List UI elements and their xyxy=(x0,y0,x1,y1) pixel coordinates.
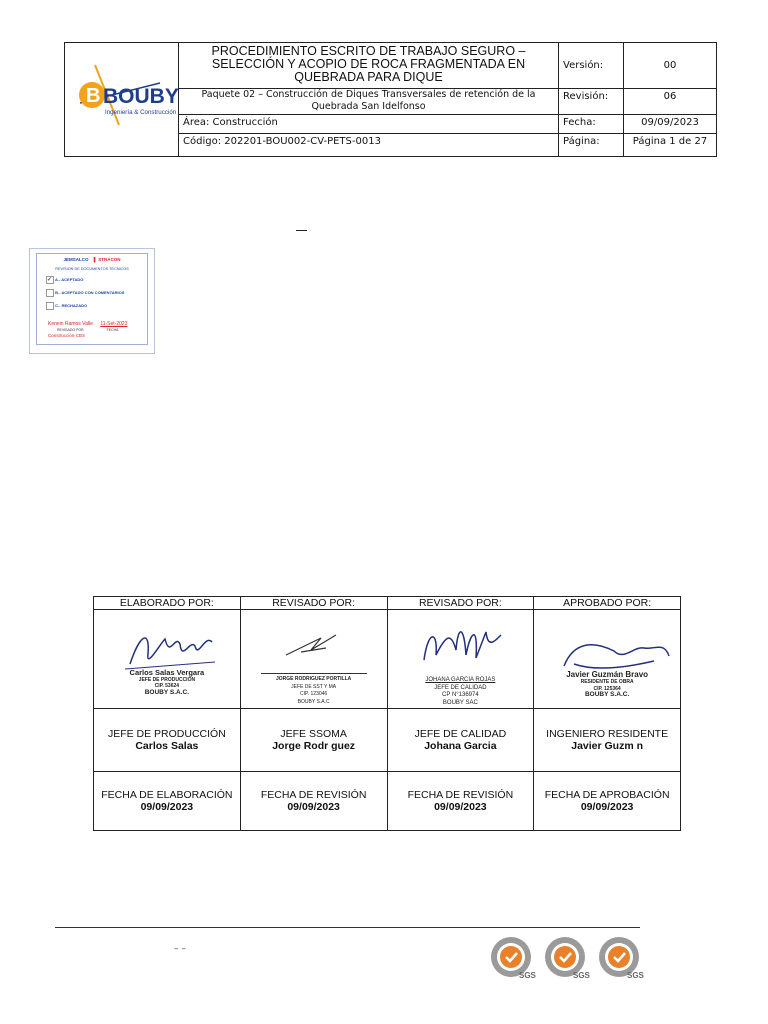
separator-dash xyxy=(296,230,307,231)
company-logo-cell xyxy=(65,43,179,157)
page-label: Página: xyxy=(559,134,624,157)
svg-text:B: B xyxy=(86,85,101,107)
role-cell-4: INGENIERO RESIDENTE Javier Guzm n xyxy=(534,709,681,772)
checkbox-empty-icon xyxy=(46,289,54,297)
signature-cell-2: JORGE RODRIGUEZ PORTILLA JEFE DE SST Y MA CIP. 123046 BOUBY S.A.C xyxy=(240,610,387,709)
document-code: Código: 202201-BOU002-CV-PETS-0013 xyxy=(179,134,559,157)
date-cell-4: FECHA DE APROBACIÓN 09/09/2023 xyxy=(534,772,681,831)
date-cell-2: FECHA DE REVISIÓN 09/09/2023 xyxy=(240,772,387,831)
stamp-date-label: FECHA xyxy=(106,328,119,332)
stamp-reviewed-by-label: REVISADO POR xyxy=(57,328,84,332)
stamp-date: 11-Set-2023 xyxy=(100,321,128,327)
header-aprobado: APROBADO POR: xyxy=(534,597,681,610)
signature-cell-3: JOHANA GARCIA ROJAS JEFE DE CALIDAD CP N°136974 BOUBY SAC xyxy=(387,610,534,709)
revision-value: 06 xyxy=(624,88,717,114)
stamp-option-a: ✓ A.- ACEPTADO xyxy=(47,277,84,283)
version-label: Versión: xyxy=(559,43,624,89)
stamp-company-right: STRACON xyxy=(98,257,121,262)
cert-badge-3: SGS xyxy=(627,971,644,980)
cert-badge-2: SGS xyxy=(573,971,590,980)
signature-cell-4: Javier Guzmán Bravo RESIDENTE DE OBRA CIP. 125364 BOUBY S.A.C. xyxy=(534,610,681,709)
logo-subtitle: Ingeniería & Construcción xyxy=(105,109,177,116)
date-cell-3: FECHA DE REVISIÓN 09/09/2023 xyxy=(387,772,534,831)
footer-divider xyxy=(55,927,640,928)
signature-scribble xyxy=(281,630,341,660)
stamp-title: REVISION DE DOCUMENTOS TÉCNICOS xyxy=(55,267,129,271)
stamp-department: Construcción-CBS xyxy=(48,333,86,338)
logo-text: BOUBY xyxy=(103,85,178,108)
bouby-logo xyxy=(65,43,178,153)
cert-badge-1: SGS xyxy=(519,971,536,980)
date-value: 09/09/2023 xyxy=(624,114,717,134)
revision-label: Revisión: xyxy=(559,88,624,114)
stamp-company-left: JEMSALCO xyxy=(63,257,89,262)
version-value: 00 xyxy=(624,43,717,89)
checkbox-empty-icon xyxy=(46,302,54,310)
role-cell-1: JEFE DE PRODUCCIÓN Carlos Salas xyxy=(94,709,241,772)
signature-cell-1: Carlos Salas Vergara JEFE DE PRODUCCIÓN CIP. 53624 BOUBY S.A.C. xyxy=(94,610,241,709)
stamp-option-c: C.- RECHAZADO xyxy=(46,302,87,310)
footer-dashes: – – xyxy=(174,944,186,954)
header-elaborado: ELABORADO POR: xyxy=(94,597,241,610)
area-field: Área: Construcción xyxy=(179,114,559,134)
header-revisado-2: REVISADO POR: xyxy=(387,597,534,610)
role-cell-2: JEFE SSOMA Jorge Rodr guez xyxy=(240,709,387,772)
package-description: Paquete 02 – Construcción de Diques Transversales de retención de la Quebrada San Idelfonso xyxy=(179,88,559,114)
page-value: Página 1 de 27 xyxy=(624,134,717,157)
approval-signature-table xyxy=(93,596,681,831)
review-stamp: JEMSALCO ▌ STRACON REVISION DE DOCUMENTOS TÉCNICOS ✓ A.- ACEPTADO B.- ACEPTADO CON COMENTARIOS C.- RECHAZADO Kenein Ramos Valle 11-Set-2023 REVISADO POR FECHA Construcción-CBS xyxy=(29,248,155,354)
header-revisado-1: REVISADO POR: xyxy=(240,597,387,610)
date-label: Fecha: xyxy=(559,114,624,134)
date-cell-1: FECHA DE ELABORACIÓN 09/09/2023 xyxy=(94,772,241,831)
checkbox-checked-icon: ✓ xyxy=(47,277,53,283)
certification-badges xyxy=(487,935,652,983)
document-header-table xyxy=(64,42,717,157)
role-cell-3: JEFE DE CALIDAD Johana Garcia xyxy=(387,709,534,772)
signature-scribble xyxy=(416,620,506,670)
document-title: PROCEDIMIENTO ESCRITO DE TRABAJO SEGURO – SELECCIÓN Y ACOPIO DE ROCA FRAGMENTADA EN QUEBRADA PARA DIQUE xyxy=(179,43,559,89)
stamp-reviewer: Kenein Ramos Valle xyxy=(48,321,93,327)
stamp-option-b: B.- ACEPTADO CON COMENTARIOS xyxy=(46,289,124,297)
